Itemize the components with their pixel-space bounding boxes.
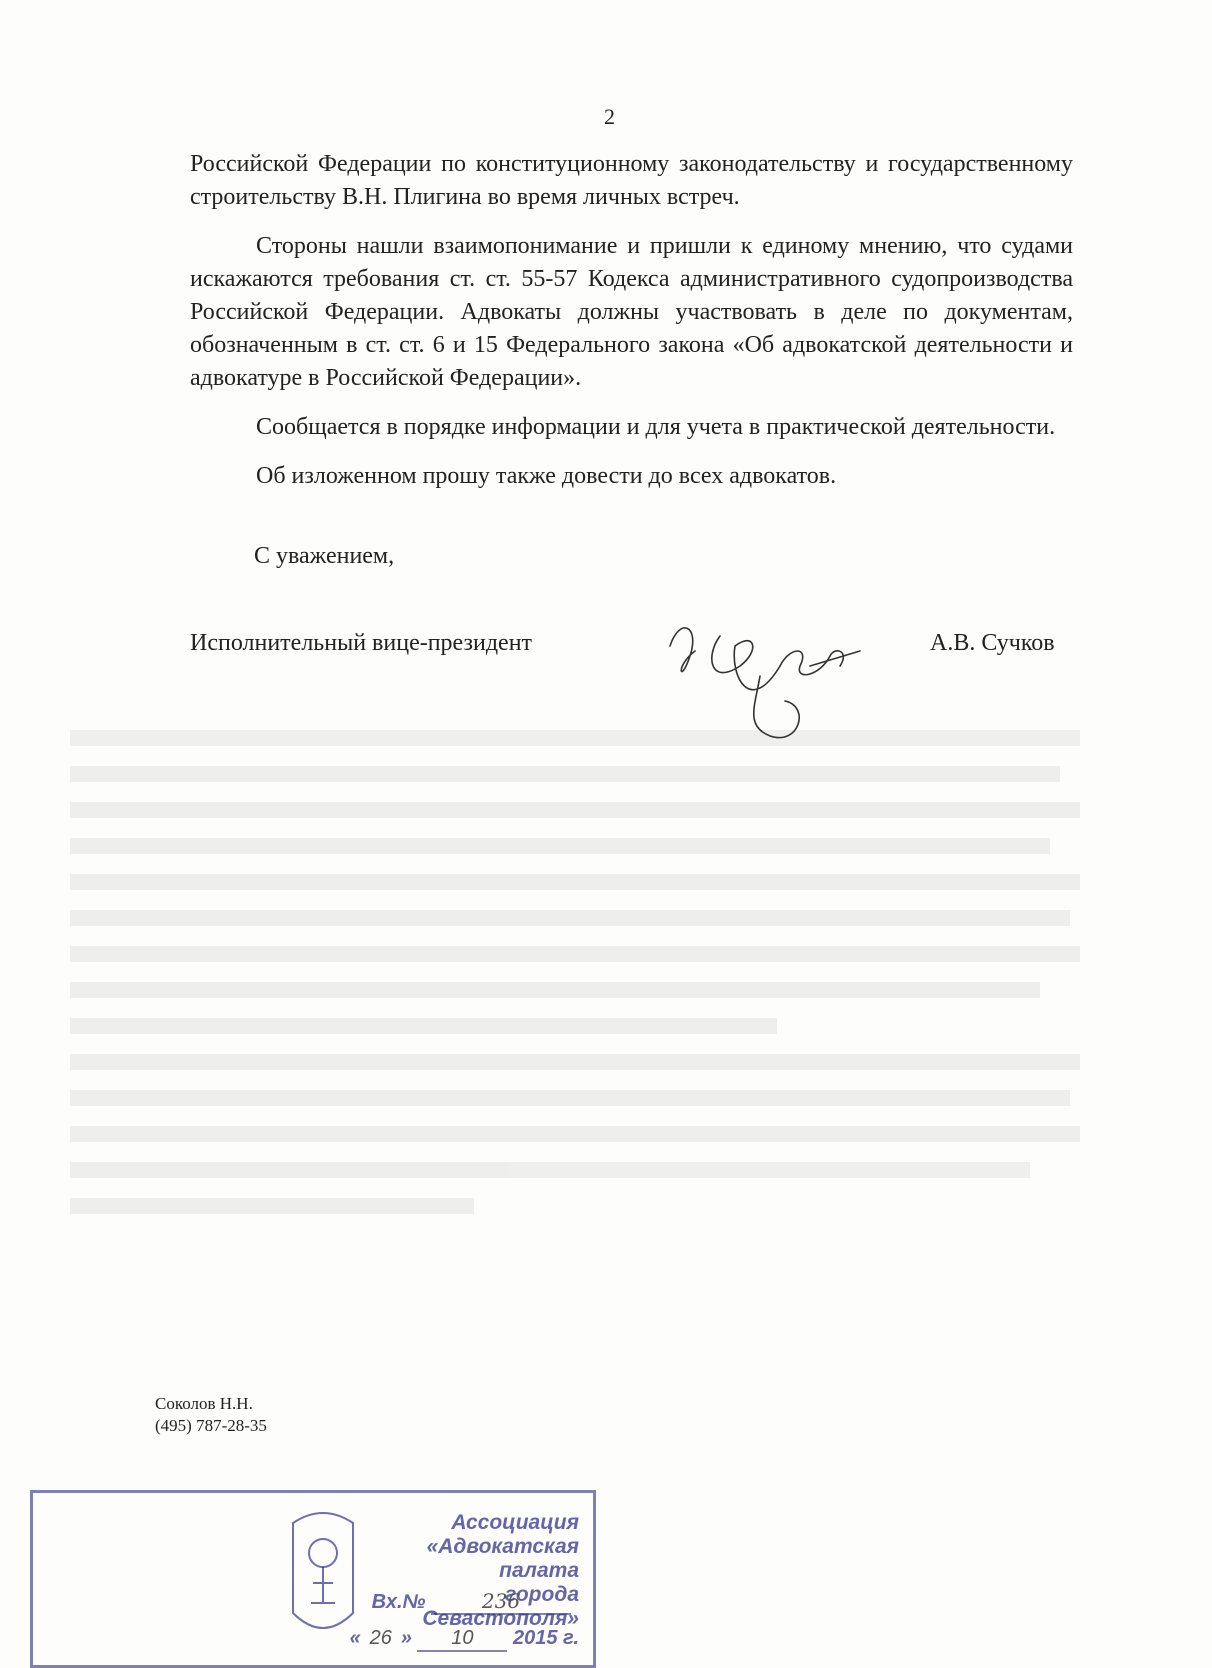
letter-body xyxy=(190,148,1073,509)
stamp-inbox-number xyxy=(372,1589,571,1615)
paragraph-2: Стороны нашли взаимопонимание и пришли к единому мнению, что судами искажаются требования ст. ст. 55-57 Кодекса административного судопроизводства Российской Федерации. Адвокаты должны участвовать в деле по документам, обозначенным в ст. ст. 6 и 15 Федерального закона «Об адвокатской деятельности и адвокатуре в Российской Федерации». xyxy=(190,233,1073,391)
stamp-date-month: 10 xyxy=(417,1627,507,1652)
closing-greeting: С уважением, xyxy=(254,543,395,569)
paragraph-3: Сообщается в порядке информации и для учета в практической деятельности. xyxy=(256,414,1056,440)
stamp-inbox-value: 236 xyxy=(431,1589,571,1615)
stamp-date-suffix: г. xyxy=(563,1627,579,1649)
signer-title: Исполнительный вице-президент xyxy=(190,630,533,656)
signer-name: А.В. Сучков xyxy=(930,630,1055,656)
stamp-date-day: 26 xyxy=(369,1627,392,1649)
incoming-stamp xyxy=(30,1490,596,1668)
executor-block xyxy=(155,1393,267,1437)
show-through-text xyxy=(70,730,1080,1330)
executor-phone: (495) 787-28-35 xyxy=(155,1416,267,1435)
stamp-org-line3: города Севастополя» xyxy=(422,1583,579,1630)
page-number: 2 xyxy=(604,104,615,129)
stamp-org-line2: «Адвокатская палата xyxy=(426,1535,579,1582)
handwritten-signature xyxy=(660,606,890,756)
executor-name: Соколов Н.Н. xyxy=(155,1394,253,1413)
paragraph-1: Российской Федерации по конституционному законодательству и государственному строительству В.Н. Плигина во время личных встреч. xyxy=(190,151,1073,210)
stamp-date-year-prefix: 201 xyxy=(512,1627,547,1649)
stamp-org-line1: Ассоциация xyxy=(451,1511,579,1534)
stamp-date-year-suffix: 5 xyxy=(546,1627,558,1649)
stamp-date: « 26 » 10 2015 г. xyxy=(350,1627,579,1652)
paragraph-4: Об изложенном прошу также довести до всех адвокатов. xyxy=(256,463,837,489)
stamp-inbox-label: Вх.№ xyxy=(371,1591,426,1613)
